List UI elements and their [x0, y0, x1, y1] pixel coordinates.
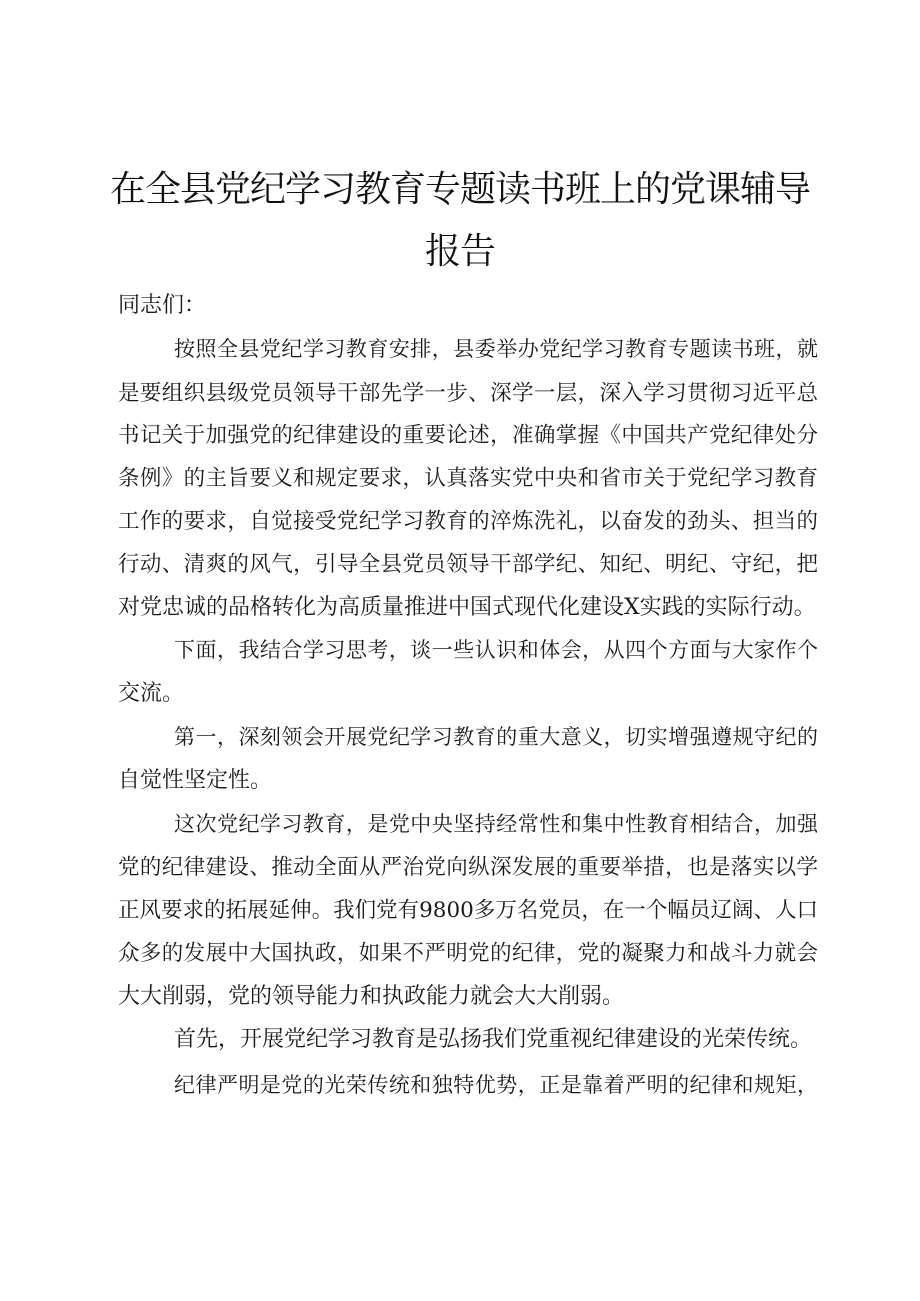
- paragraph-1-line-2: 是要组织县级党员领导干部先学一步、深学一层，深入学习贯彻习近平总: [118, 381, 818, 406]
- paragraph-5-line-1: 首先，开展党纪学习教育是弘扬我们党重视纪律建设的光荣传统。: [174, 1027, 813, 1052]
- paragraph-4-line-2: 党的纪律建设、推动全面从严治党向纵深发展的重要举措，也是落实以学: [118, 855, 818, 880]
- paragraph-6-line-1: 纪律严明是党的光荣传统和独特优势，正是靠着严明的纪律和规矩，: [174, 1073, 818, 1097]
- section-1-heading-line-2: 自觉性坚定性。: [118, 768, 273, 793]
- document-title-line-1: 在全县党纪学习教育专题读书班上的党课辅导: [109, 169, 810, 210]
- paragraph-1-line-1: 按照全县党纪学习教育安排，县委举办党纪学习教育专题读书班，就: [174, 337, 818, 361]
- salutation: 同志们：: [118, 293, 207, 318]
- paragraph-4-line-3: 正风要求的拓展延伸。我们党有9800多万名党员，在一个幅员辽阔、人口: [118, 898, 818, 923]
- paragraph-1-line-6: 行动、清爽的风气，引导全县党员领导干部学纪、知纪、明纪、守纪，把: [118, 552, 818, 577]
- paragraph-1-line-5: 工作的要求，自觉接受党纪学习教育的淬炼洗礼，以奋发的劲头、担当的: [118, 509, 818, 534]
- document-title-line-2: 报告: [424, 231, 495, 272]
- section-1-heading-line-1: 第一，深刻领会开展党纪学习教育的重大意义，切实增强遵规守纪的: [174, 725, 818, 749]
- paragraph-1-line-3: 书记关于加强党的纪律建设的重要论述，准确掌握《中国共产党纪律处分: [118, 423, 818, 448]
- paragraph-4-line-4: 众多的发展中大国执政，如果不严明党的纪律，党的凝聚力和战斗力就会: [118, 941, 818, 966]
- paragraph-1-line-7: 对党忠诚的品格转化为高质量推进中国式现代化建设X实践的实际行动。: [118, 595, 816, 620]
- paragraph-2-line-2: 交流。: [118, 681, 185, 706]
- paragraph-4-line-1: 这次党纪学习教育，是党中央坚持经常性和集中性教育相结合，加强: [174, 812, 818, 836]
- paragraph-1-line-4: 条例》的主旨要义和规定要求，认真落实党中央和省市关于党纪学习教育: [118, 466, 818, 491]
- paragraph-2-line-1: 下面，我结合学习思考，谈一些认识和体会，从四个方面与大家作个: [174, 638, 818, 662]
- paragraph-4-line-5: 大大削弱，党的领导能力和执政能力就会大大削弱。: [118, 984, 625, 1009]
